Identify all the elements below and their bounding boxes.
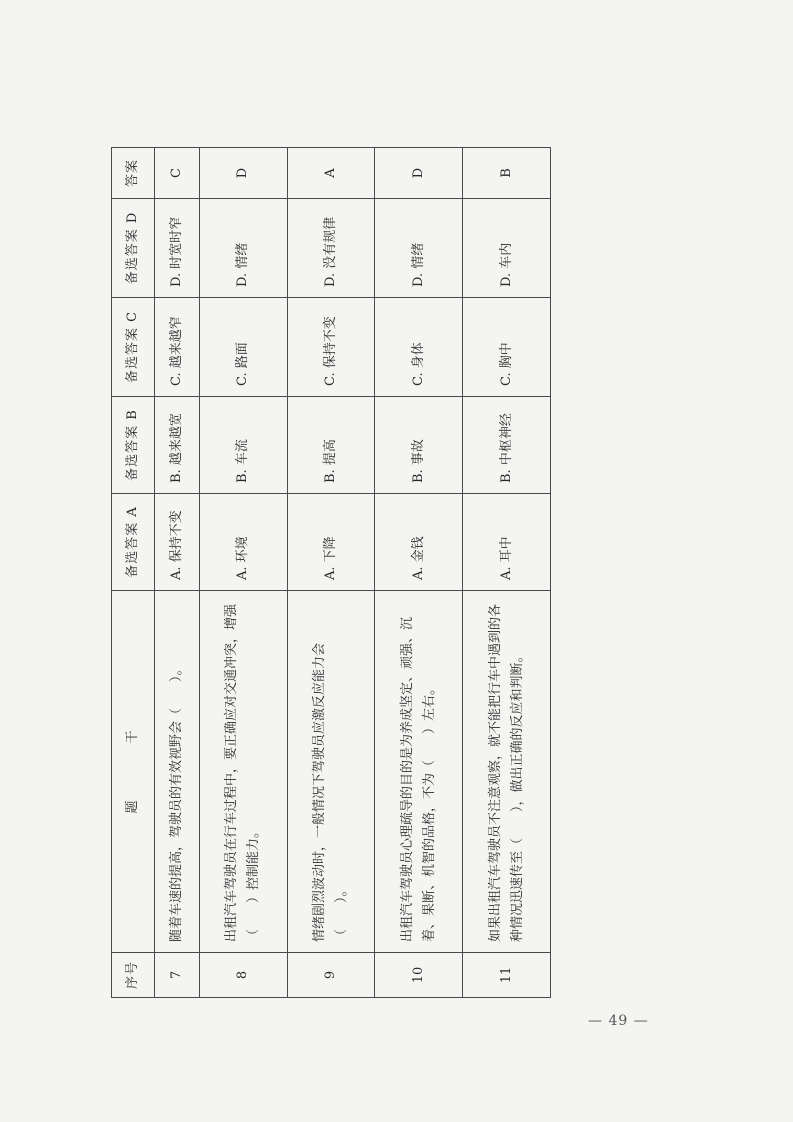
row-option-d: D. 情绪 [199,199,287,298]
table-row [199,148,287,998]
table-row [375,148,463,998]
row-answer: A [287,148,375,199]
row-num: 11 [463,953,551,998]
page-number: — 49 — [588,1013,649,1029]
row-option-c: C. 保持不变 [287,298,375,397]
row-answer: D [199,148,287,199]
row-option-b: B. 越来越宽 [155,397,200,494]
rotated-table-container [111,148,551,998]
row-option-a: A. 保持不变 [155,494,200,591]
row-stem: 出租汽车驾驶员心理疏导的目的是为养成坚定、顽强、沉着、果断、机智的品格，不为（ ）左右。 [375,591,463,953]
row-option-c: C. 路面 [199,298,287,397]
header-option-a: 备选答案 A [112,494,155,591]
question-table [111,147,551,998]
row-option-a: A. 环境 [199,494,287,591]
row-num: 8 [199,953,287,998]
header-answer: 答案 [112,148,155,199]
row-option-d: D. 没有规律 [287,199,375,298]
row-option-a: A. 耳中 [463,494,551,591]
table-row [463,148,551,998]
header-option-c: 备选答案 C [112,298,155,397]
header-option-d: 备选答案 D [112,199,155,298]
row-option-d: D. 车内 [463,199,551,298]
row-option-b: B. 车流 [199,397,287,494]
row-num: 9 [287,953,375,998]
row-answer: C [155,148,200,199]
row-option-b: B. 提高 [287,397,375,494]
header-stem: 题 干 [112,591,155,953]
row-stem: 随着车速的提高，驾驶员的有效视野会（ ）。 [155,591,200,953]
table-header-row [112,148,155,998]
table-row [155,148,200,998]
row-answer: D [375,148,463,199]
row-option-b: B. 事故 [375,397,463,494]
header-option-b: 备选答案 B [112,397,155,494]
row-option-a: A. 金钱 [375,494,463,591]
table-row [287,148,375,998]
row-option-b: B. 中枢神经 [463,397,551,494]
row-answer: B [463,148,551,199]
row-option-d: D. 情绪 [375,199,463,298]
row-option-d: D. 时宽时窄 [155,199,200,298]
row-stem: 情绪剧烈波动时，一般情况下驾驶员应激反应能力会（ ）。 [287,591,375,953]
row-option-a: A. 下降 [287,494,375,591]
row-stem: 出租汽车驾驶员在行车过程中，要正确应对交通冲突，增强（ ）控制能力。 [199,591,287,953]
row-num: 7 [155,953,200,998]
row-option-c: C. 身体 [375,298,463,397]
row-num: 10 [375,953,463,998]
row-option-c: C. 胸中 [463,298,551,397]
row-stem: 如果出租汽车驾驶员不注意观察，就不能把行车中遇到的各种情况迅速传至（ ），做出正确的反应和判断。 [463,591,551,953]
row-option-c: C. 越来越窄 [155,298,200,397]
header-num: 序号 [112,953,155,998]
